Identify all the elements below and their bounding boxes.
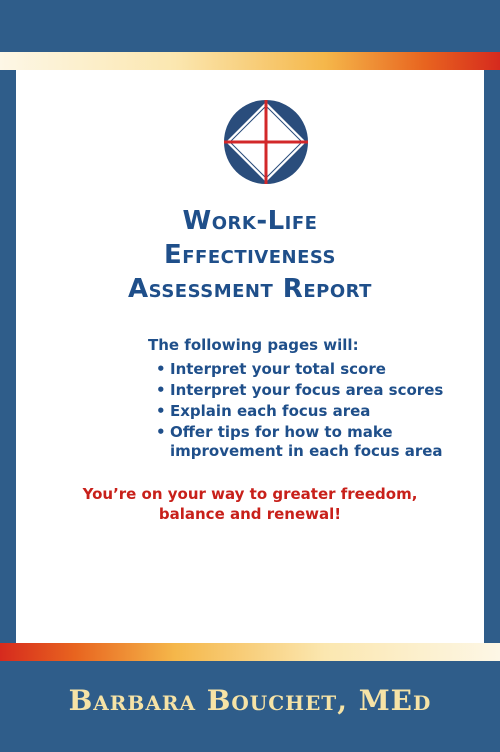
bullet-list [156, 360, 456, 463]
title-line: Assessment Report [128, 274, 372, 304]
tagline-line: balance and renewal! [158, 505, 342, 523]
compass-cross-logo-icon [220, 96, 312, 188]
bullet-item: • Interpret your total score [156, 360, 456, 379]
bullet-item: • Interpret your focus area scores [156, 381, 456, 400]
bullet-item: • Explain each focus area [156, 402, 456, 421]
report-title [16, 204, 484, 306]
bullet-item: • Offer tips for how to make improvement in each focus area [156, 423, 456, 461]
report-cover-page [16, 70, 484, 643]
top-band [0, 0, 500, 52]
bottom-gradient-stripe [0, 643, 500, 661]
tagline-line: You’re on your way to greater freedom, [82, 485, 418, 503]
left-border [0, 70, 16, 643]
title-line: Effectiveness [163, 240, 337, 270]
intro-text: The following pages will: [148, 336, 359, 354]
tagline [16, 484, 484, 524]
author-name: Barbara Bouchet, MEd [68, 684, 432, 717]
top-gradient-stripe [0, 52, 500, 70]
title-line: Work-Life [182, 206, 318, 236]
right-border [484, 70, 500, 643]
